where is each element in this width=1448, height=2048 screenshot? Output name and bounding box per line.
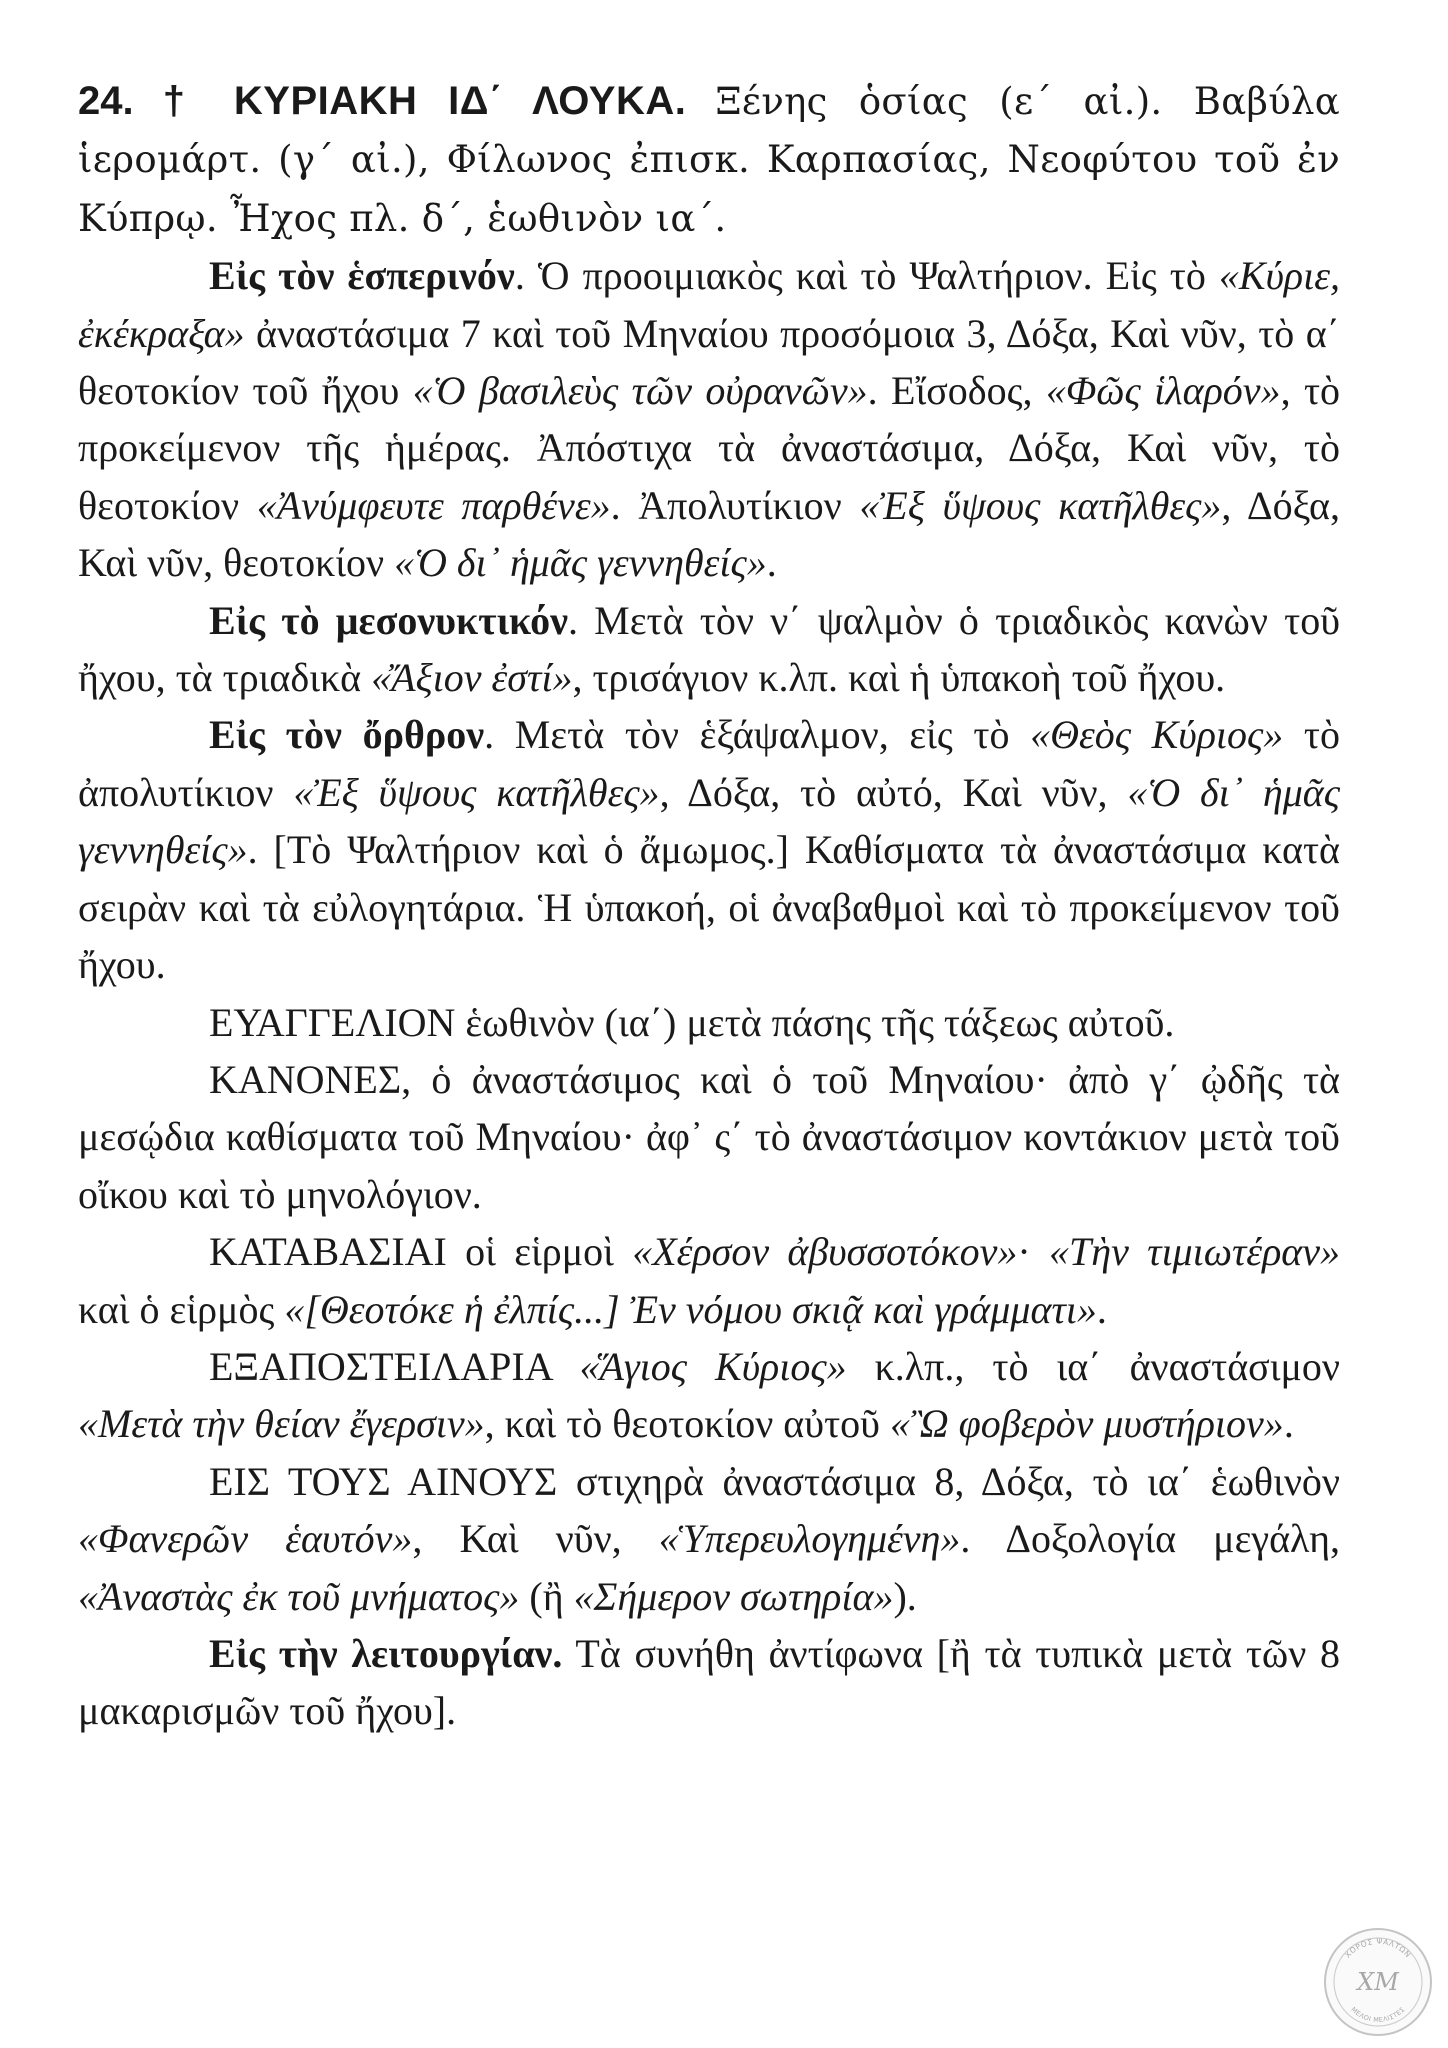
text-run: , Δόξα, Καὶ νῦν, θεοτοκίον — [78, 482, 1340, 586]
hymn-title: «Κύριε, ἐκέκραξα» — [78, 253, 1341, 356]
hymn-title: «Θεὸς Κύριος» — [1030, 712, 1284, 758]
hymn-title: «[Θεοτόκε ἡ ἐλπίς...] Ἐν νόμου σκιᾷ καὶ γράμματι» — [284, 1286, 1097, 1332]
orthros-paragraph — [78, 706, 1340, 993]
text-run: ΕΞΑΠΟΣΤΕΙΛΑΡΙΑ — [209, 1343, 580, 1389]
entry-title: ΚΥΡΙΑΚΗ ΙΔ΄ ΛΟΥΚΑ. — [233, 79, 687, 123]
text-run: κ.λπ., τὸ ια΄ ἀναστάσιμον — [846, 1343, 1341, 1389]
entry-date: 24. — [78, 79, 134, 123]
text-run: , Δόξα, τὸ αὐτό, Καὶ νῦν, — [659, 769, 1128, 815]
hymn-title: «Φανερῶν ἑαυτόν» — [78, 1516, 413, 1562]
vespers-heading: Εἰς τὸν ἑσπερινόν — [209, 253, 515, 299]
hymn-title: «Ἄξιον ἐστί» — [371, 655, 573, 701]
text-run: Τὰ συνήθη ἀντίφωνα [ἢ τὰ τυπικὰ μετὰ τῶν 8 μακαρισμῶν τοῦ ἤχου]. — [78, 1630, 1340, 1734]
text-run: . — [766, 540, 777, 586]
hymn-title: «Ἐξ ὕψους κατῆλθες» — [859, 482, 1222, 528]
midnight-office-paragraph — [78, 592, 1340, 707]
text-run: . Εἴσοδος, — [867, 368, 1046, 414]
text-run: . Μετὰ τὸν ἑξάψαλμον, εἰς τὸ — [484, 712, 1031, 758]
hymn-title: «Ἀνύμφευτε παρθένε» — [256, 482, 611, 528]
text-run: . Μετὰ τὸν ν΄ ψαλμὸν ὁ τριαδικὸς κανὼν τοῦ ἤχου, τὰ τριαδικὰ — [78, 597, 1340, 701]
cross-mark: † — [162, 79, 205, 123]
hymn-title: «Ἅγιος Κύριος» — [579, 1343, 847, 1389]
seal-monogram: ΧΜ — [1357, 1968, 1399, 1996]
exapostilaria-paragraph — [78, 1338, 1340, 1453]
text-run: . Ὁ προοιμιακὸς καὶ τὸ Ψαλτήριον. Εἰς τὸ — [514, 253, 1219, 299]
text-run: , τὸ προκείμενον τῆς ἡμέρας. Ἀπόστιχα τὰ ἀναστάσιμα, Δόξα, Καὶ νῦν, τὸ θεοτοκίον — [78, 368, 1341, 528]
liturgy-paragraph — [78, 1625, 1340, 1740]
katavasiai-paragraph — [78, 1223, 1340, 1338]
text-run: ). — [893, 1573, 917, 1619]
canons-paragraph: ΚΑΝΟΝΕΣ, ὁ ἀναστάσιμος καὶ ὁ τοῦ Μηναίου· ἀπὸ γ΄ ᾠδῆς τὰ μεσῴδια καθίσματα τοῦ Μηναίου· ἀφ᾽ ς΄ τὸ ἀναστάσιμον κοντάκιον μετὰ τοῦ οἴκου καὶ τὸ μηνολόγιον. — [78, 1056, 1340, 1217]
orthros-heading: Εἰς τὸν ὄρθρον — [209, 712, 485, 758]
text-run: . — [1283, 1401, 1294, 1447]
text-run: · — [1017, 1229, 1049, 1275]
midnight-heading: Εἰς τὸ μεσονυκτικόν — [209, 597, 568, 643]
text-run: (ἢ — [519, 1573, 574, 1619]
hymn-title: «Ὑπερευλογημένη» — [658, 1516, 961, 1562]
hymn-title: «Ὢ φοβερὸν μυστήριον» — [889, 1401, 1284, 1447]
hymn-title: «Φῶς ἱλαρόν» — [1045, 368, 1281, 414]
vespers-paragraph — [78, 247, 1340, 591]
text-run: , τρισάγιον κ.λπ. καὶ ἡ ὑπακοὴ τοῦ ἤχου. — [572, 655, 1226, 701]
typikon-entry — [78, 72, 1340, 1740]
text-run: ΚΑΤΑΒΑΣΙΑΙ οἱ εἱρμοὶ — [209, 1229, 633, 1275]
hymn-title: «Ὁ δι᾽ ἡμᾶς γεννηθείς» — [78, 769, 1341, 873]
text-run: καὶ ὁ εἱρμὸς — [78, 1286, 285, 1332]
saints-of-day: Ξένης ὁσίας (ε΄ αἰ.). Βαβύλα ἱερομάρτ. (γ΄ αἰ.), Φίλωνος ἐπισκ. Καρπασίας, Νεοφύτου τοῦ ἐν Κύπρῳ. Ἦχος πλ. δ΄, ἑωθινὸν ια΄. — [78, 80, 1341, 240]
text-run: ΕΙΣ ΤΟΥΣ ΑΙΝΟΥΣ στιχηρὰ ἀναστάσιμα 8, Δόξα, τὸ ια΄ ἑωθινὸν — [209, 1458, 1340, 1504]
hymn-title: «Ὁ δι᾽ ἡμᾶς γεννηθείς» — [394, 540, 767, 586]
text-run: , καὶ τὸ θεοτοκίον αὐτοῦ — [484, 1401, 890, 1447]
seal-bottom-text: ΜΕΛΟΙ ΜΕΛΙΣΤΕΣ — [1349, 2005, 1407, 2025]
text-run: ἀναστάσιμα 7 καὶ τοῦ Μηναίου προσόμοια 3, Δόξα, Καὶ νῦν, τὸ α΄ θεοτοκίον τοῦ ἤχου — [78, 310, 1340, 414]
gospel-paragraph: ΕΥΑΓΓΕΛΙΟΝ ἑωθινὸν (ια΄) μετὰ πάσης τῆς τάξεως αὐτοῦ. — [209, 999, 1175, 1045]
text-run: , Καὶ νῦν, — [412, 1516, 659, 1562]
entry-header — [78, 72, 1340, 247]
text-run: . Δοξολογία μεγάλη, — [960, 1516, 1340, 1562]
hymn-title: «Ὁ βασιλεὺς τῶν οὐρανῶν» — [412, 368, 868, 414]
hymn-title: «Ἐξ ὕψους κατῆλθες» — [293, 769, 660, 815]
text-run: . Ἀπολυτίκιον — [610, 482, 860, 528]
praises-paragraph — [78, 1453, 1340, 1625]
hymn-title: «Χέρσον ἀβυσσοτόκον» — [632, 1229, 1018, 1275]
hymn-title: «Ἀναστὰς ἐκ τοῦ μνήματος» — [78, 1573, 520, 1619]
text-run: . [Τὸ Ψαλτήριον καὶ ὁ ἄμωμος.] Καθίσματα τὰ ἀναστάσιμα κατὰ σειρὰν καὶ τὰ εὐλογητάρια. Ἡ ὑπακοή, οἱ ἀναβαθμοὶ καὶ τὸ προκείμενον τοῦ ἤχου. — [78, 827, 1340, 988]
text-run: τὸ ἀπολυτίκιον — [78, 712, 1340, 815]
hymn-title: «Τὴν τιμιωτέραν» — [1049, 1229, 1341, 1275]
hymn-title: «Σήμερον σωτηρία» — [573, 1573, 894, 1619]
liturgy-heading: Εἰς τὴν λειτουργίαν. — [209, 1630, 563, 1676]
text-run: . — [1096, 1286, 1107, 1332]
hymn-title: «Μετὰ τὴν θείαν ἔγερσιν» — [78, 1401, 485, 1447]
choir-seal-watermark — [1322, 1926, 1434, 2038]
seal-top-text: ΧΟΡΟΣ ΨΑΛΤΩΝ — [1343, 1936, 1413, 1960]
